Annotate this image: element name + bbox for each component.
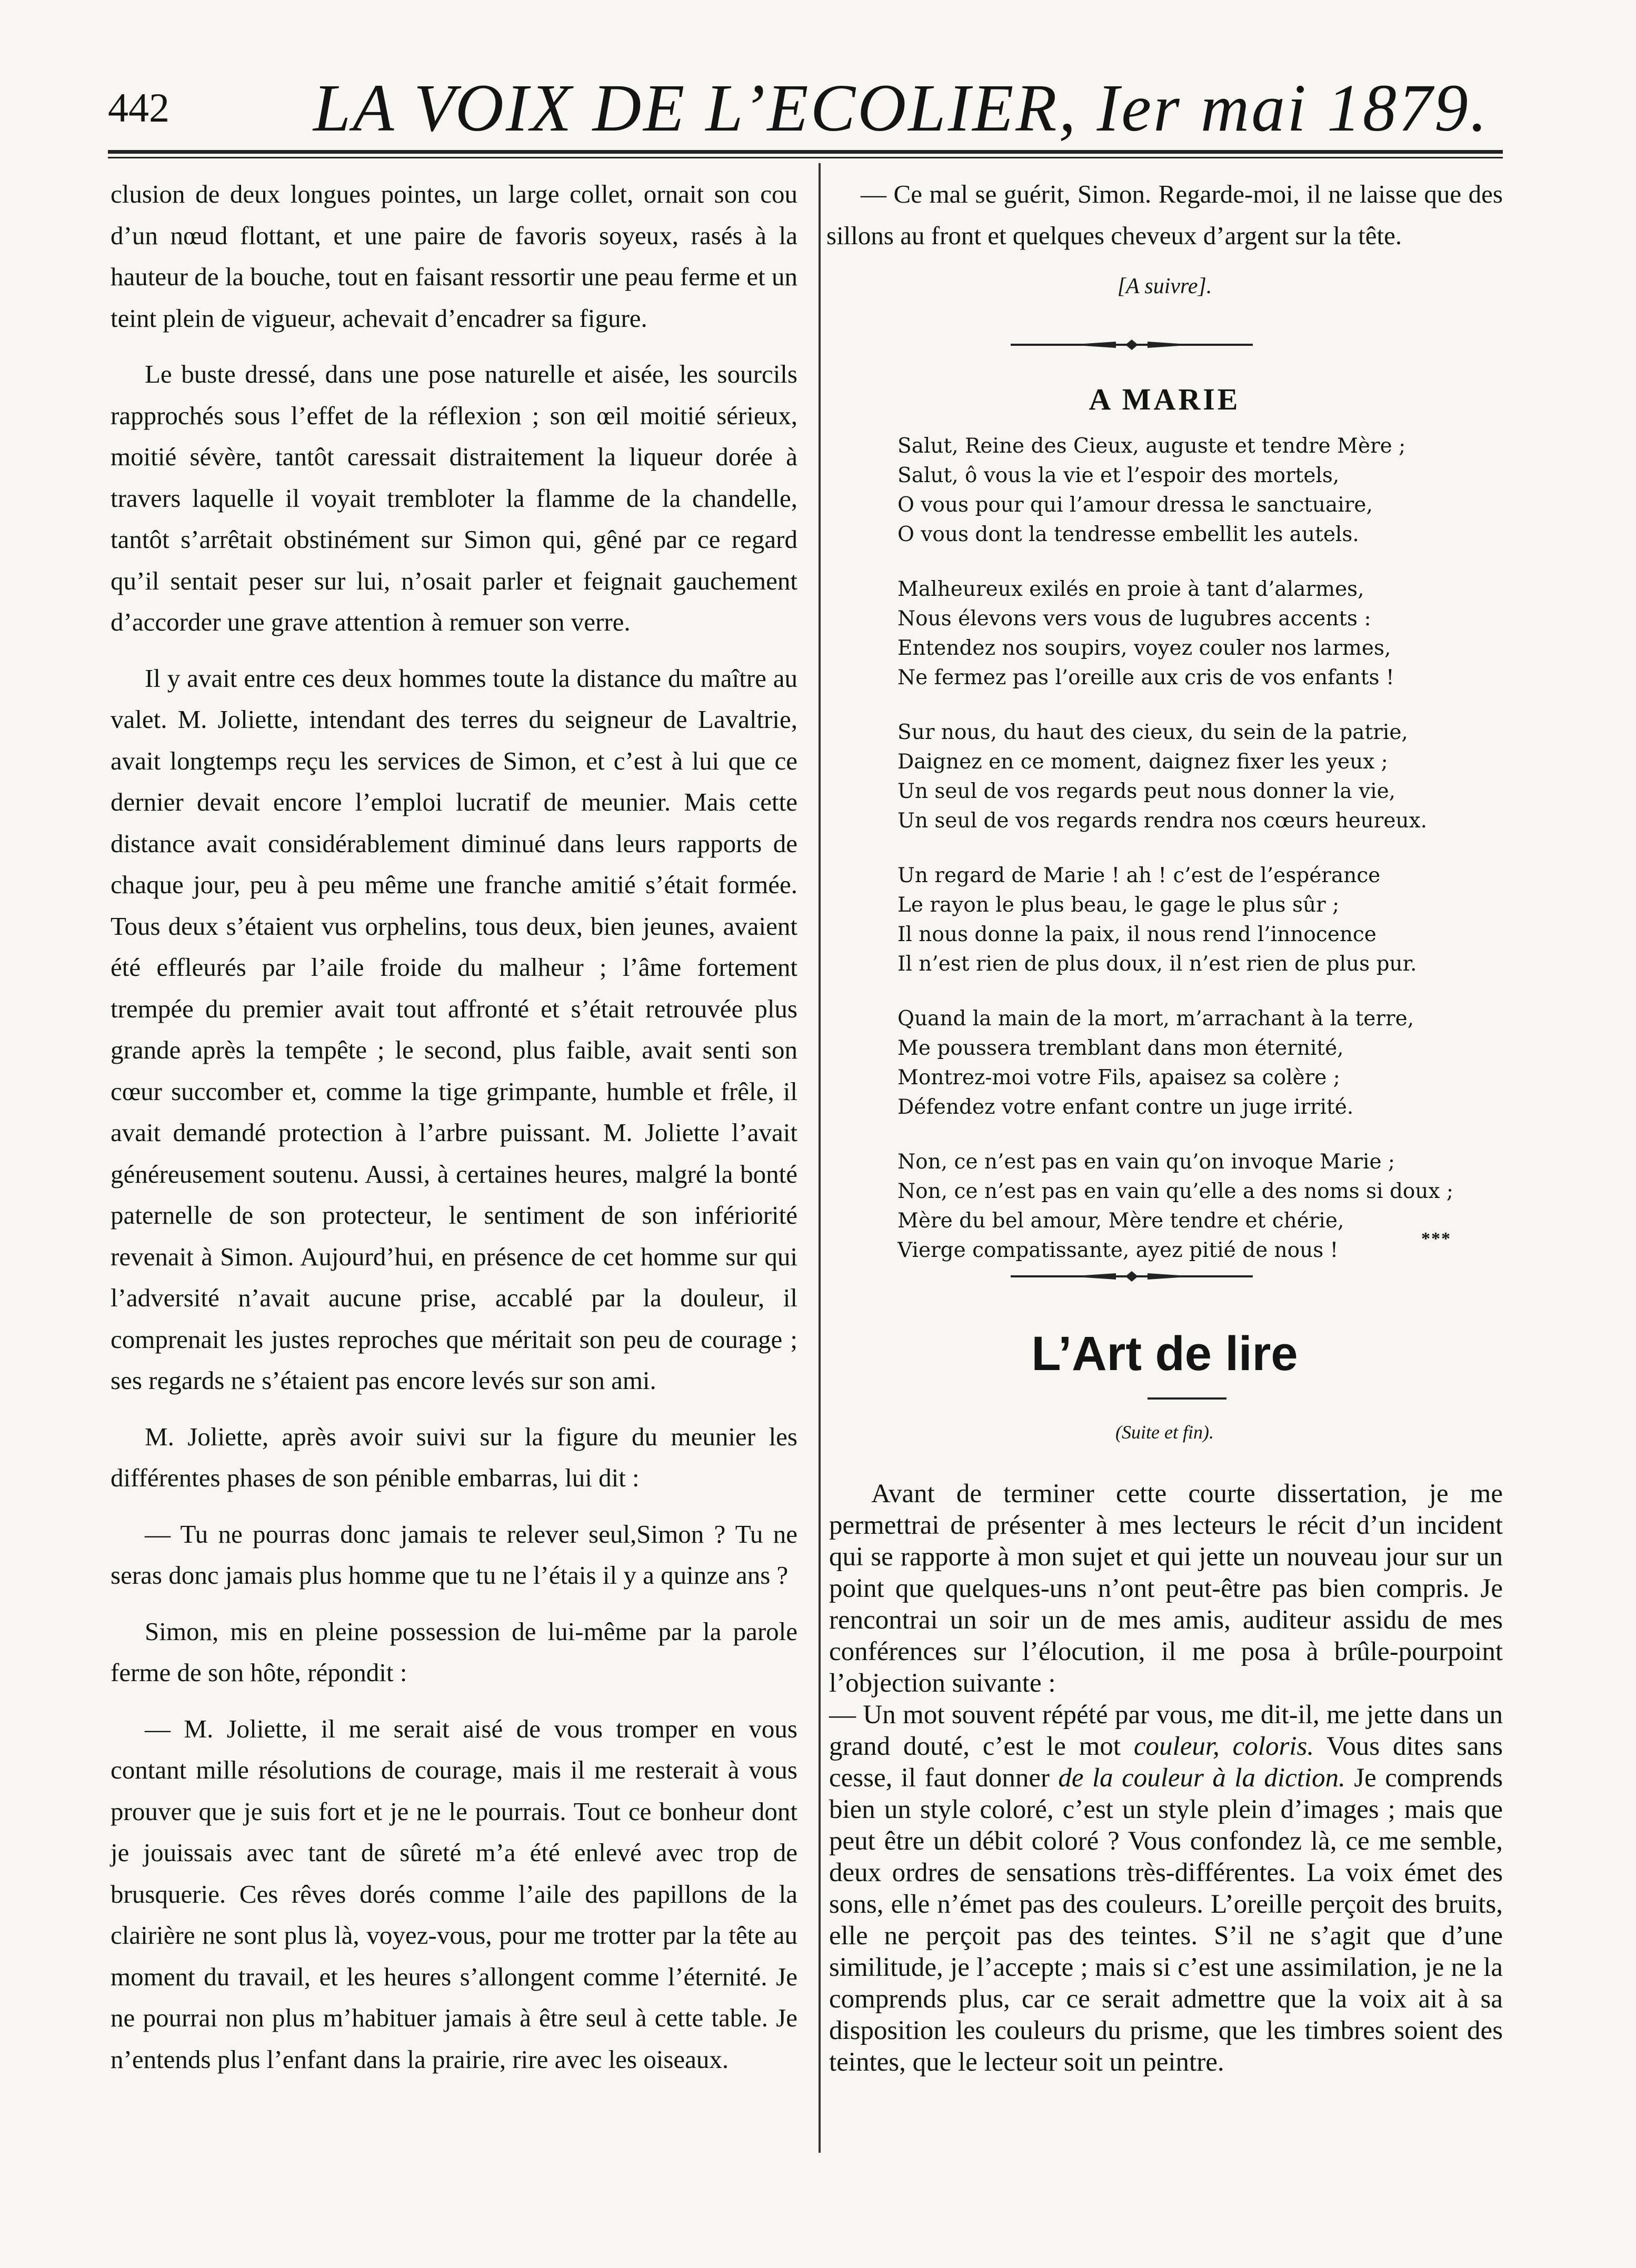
page-number: 442 — [108, 85, 169, 131]
left-column — [111, 174, 797, 2095]
poem-line: Il nous donne la paix, il nous rend l’innocence — [897, 923, 1376, 946]
paragraph: clusion de deux longues pointes, un large collet, ornait son cou d’un nœud flottant, et une paire de favoris soyeux, rasés à la hauteur de la bouche, tout en faisant ressortir une peau ferme et un teint plein de vigueur, achevait d’encadrer sa figure. — [111, 179, 797, 333]
text-run: — Un mot souvent répété par vous, me dit-il, me jette dans un grand douté, c’est le mot — [829, 1700, 1503, 1761]
poem-line: Ne fermez pas l’oreille aux cris de vos enfants ! — [897, 666, 1394, 690]
poem-line: Salut, ô vous la vie et l’espoir des mortels, — [897, 464, 1340, 487]
poem-line: Salut, Reine des Cieux, auguste et tendre Mère ; — [897, 434, 1406, 458]
poem-line: Vierge compatissante, ayez pitié de nous ! — [897, 1238, 1339, 1262]
poem-stanza — [897, 718, 1503, 836]
ornament-divider-icon — [1011, 337, 1253, 353]
poem-stanza — [897, 575, 1503, 693]
poem-line: Il n’est rien de plus doux, il n’est rien de plus pur. — [897, 952, 1417, 976]
poem-title: A MARIE — [1089, 382, 1241, 416]
paragraph: — M. Joliette, il me serait aisé de vous tromper en vous contant mille résolutions de courage, mais il me resterait à vous prouver que je suis fort et je ne le pourrais. Tout ce bonheur dont je jouissais avec tant de sûreté m’a été enlevé avec trop de brusquerie. Ces rêves dorés comme l’aile des papillons de la clairière ne sont plus là, voyez-vous, pour me trotter par la tête au moment du travail, et les heures s’allongent comme l’éternité. Je ne pourrai non plus m’habituer jamais à être seul à cette table. Je n’entends plus l’enfant dans la prairie, rire avec les oiseaux. — [111, 1714, 797, 2074]
paragraph: — Ce mal se guérit, Simon. Regarde-moi, il ne laisse que des sillons au front et quelques cheveux d’argent sur la tête. — [826, 179, 1503, 250]
text-run: Vous dites sans cesse, il faut donner — [829, 1732, 1503, 1793]
poem-line: Nous élevons vers vous de lugubres accents : — [897, 607, 1371, 631]
title-underline — [1148, 1397, 1226, 1400]
poem-line: Montrez-moi votre Fils, apaisez sa colère ; — [897, 1066, 1340, 1090]
article-title: L’Art de lire — [1031, 1327, 1298, 1381]
page-header — [108, 63, 1503, 153]
poem-line: Entendez nos soupirs, voyez couler nos larmes, — [897, 636, 1391, 660]
poem-line: O vous dont la tendresse embellit les autels. — [897, 523, 1359, 546]
poem-body — [897, 432, 1503, 1291]
article-body — [829, 1478, 1503, 2078]
header-rule-thin — [108, 157, 1503, 158]
paragraph: — Tu ne pourras donc jamais te relever seul,Simon ? Tu ne seras donc jamais plus homme que tu ne l’étais il y a quinze ans ? — [111, 1519, 797, 1590]
poem-line: Le rayon le plus beau, le gage le plus sûr ; — [897, 893, 1340, 917]
ornament-divider-icon — [1011, 1268, 1253, 1284]
header-rule-thick — [108, 150, 1503, 154]
poem-line: Mère du bel amour, Mère tendre et chérie, — [897, 1209, 1344, 1233]
poem-line: Malheureux exilés en proie à tant d’alarmes, — [897, 577, 1364, 601]
poem-line: Un regard de Marie ! ah ! c’est de l’espérance — [897, 864, 1381, 887]
poem-line: Un seul de vos regards rendra nos cœurs heureux. — [897, 809, 1428, 833]
emphasis: de la couleur à la diction. — [1058, 1763, 1345, 1793]
poem-line: Non, ce n’est pas en vain qu’on invoque Marie ; — [897, 1150, 1395, 1174]
poem-signature: *** — [1421, 1229, 1451, 1248]
poem-line: Défendez votre enfant contre un juge irrité. — [897, 1095, 1354, 1119]
masthead-title: LA VOIX DE L’ECOLIER, Ier mai 1879. — [313, 71, 1489, 145]
poem-line: O vous pour qui l’amour dressa le sanctuaire, — [897, 493, 1373, 517]
poem-line: Non, ce n’est pas en vain qu’elle a des noms si doux ; — [897, 1180, 1454, 1203]
paragraph: Simon, mis en pleine possession de lui-même par la parole ferme de son hôte, répondit : — [111, 1616, 797, 1687]
paragraph: Le buste dressé, dans une pose naturelle et aisée, les sourcils rapprochés sous l’effet de la réflexion ; son œil moitié sérieux, moitié sévère, tantôt caressait distraitement la liqueur dorée à travers laquelle il voyait trembloter la flamme de la chandelle, tantôt s’arrêtait obstinément sur Simon qui, gêné par ce regard qu’il sentait peser sur lui, n’osait parler et feignait gauchement d’accorder une grave attention à remuer son verre. — [111, 359, 797, 636]
poem-stanza — [897, 432, 1503, 549]
emphasis: couleur, coloris. — [1133, 1732, 1314, 1761]
to-be-continued-note: [A suivre]. — [1117, 274, 1212, 298]
paragraph: Avant de terminer cette courte dissertation, je me permettrai de présenter à mes lecteurs le récit d’un incident qui se rapporte à mon sujet et qui jette un nouveau jour sur un point que quelques-uns n’ont peut-être pas bien compris. Je rencontrai un soir un de mes amis, auditeur assidu de mes conférences sur l’élocution, il me posa à brûle-pourpoint l’objection suivante : — [829, 1479, 1503, 1698]
paragraph: Il y avait entre ces deux hommes toute la distance du maître au valet. M. Joliette, intendant des terres du seigneur de Lavaltrie, avait longtemps reçu les services de Simon, et c’est à lui que ce dernier devait encore l’emploi lucratif de meunier. Mais cette distance avait considérablement diminué dans leurs rapports de chaque jour, peu à peu même une franche amitié s’était formée. Tous deux s’étaient vus orphelins, tous deux, bien jeunes, avaient été effleurés par l’aile froide du malheur ; l’âme fortement trempée du premier avait tout affronté et s’était retrouvée plus grande après la tempête ; le second, plus faible, avait senti son cœur succomber et, comme la tige grimpante, humble et frêle, il avait demandé protection à l’arbre puissant. M. Joliette l’avait généreusement soutenu. Aussi, à certaines heures, malgré la bonté paternelle de son protecteur, le sentiment de son infériorité revenait à Simon. Aujourd’hui, en présence de cet homme sur qui l’adversité n’avait aucune prise, accablé par la douleur, il comprenait les justes reproches que méritait son peu de courage ; ses regards ne s’étaient pas encore levés sur son ami. — [111, 663, 797, 1395]
poem-stanza — [897, 1147, 1503, 1265]
poem-line: Quand la main de la mort, m’arrachant à la terre, — [897, 1007, 1414, 1031]
right-column-continuation — [826, 174, 1503, 307]
paragraph: M. Joliette, après avoir suivi sur la figure du meunier les différentes phases de son pénible embarras, lui dit : — [111, 1422, 797, 1492]
paragraph — [829, 1699, 1503, 2078]
poem-line: Sur nous, du haut des cieux, du sein de la patrie, — [897, 721, 1408, 744]
poem-line: Daignez en ce moment, daignez fixer les yeux ; — [897, 750, 1388, 774]
column-divider — [819, 163, 821, 2153]
poem-line: Me poussera tremblant dans mon éternité, — [897, 1036, 1344, 1060]
text-run: Je comprends bien un style coloré, c’est un style plein d’images ; mais que peut être un débit coloré ? Vous confondez là, ce me semble, deux ordres de sensations très-différentes. La voix émet des sons, elle n’émet pas des couleurs. L’oreille perçoit des bruits, elle ne perçoit pas des teintes. S’il ne s’agit que d’une similitude, je l’accepte ; mais si c’est une assimilation, je ne la comprends plus, car ce serait admettre que la voix ait à sa disposition les couleurs du prisme, que les timbres soient des teintes, que le lecteur soit un peintre. — [829, 1763, 1503, 2077]
poem-stanza — [897, 1004, 1503, 1122]
poem-stanza — [897, 861, 1503, 979]
article-subtitle: (Suite et fin). — [1115, 1422, 1214, 1443]
poem-line: Un seul de vos regards peut nous donner la vie, — [897, 780, 1396, 803]
